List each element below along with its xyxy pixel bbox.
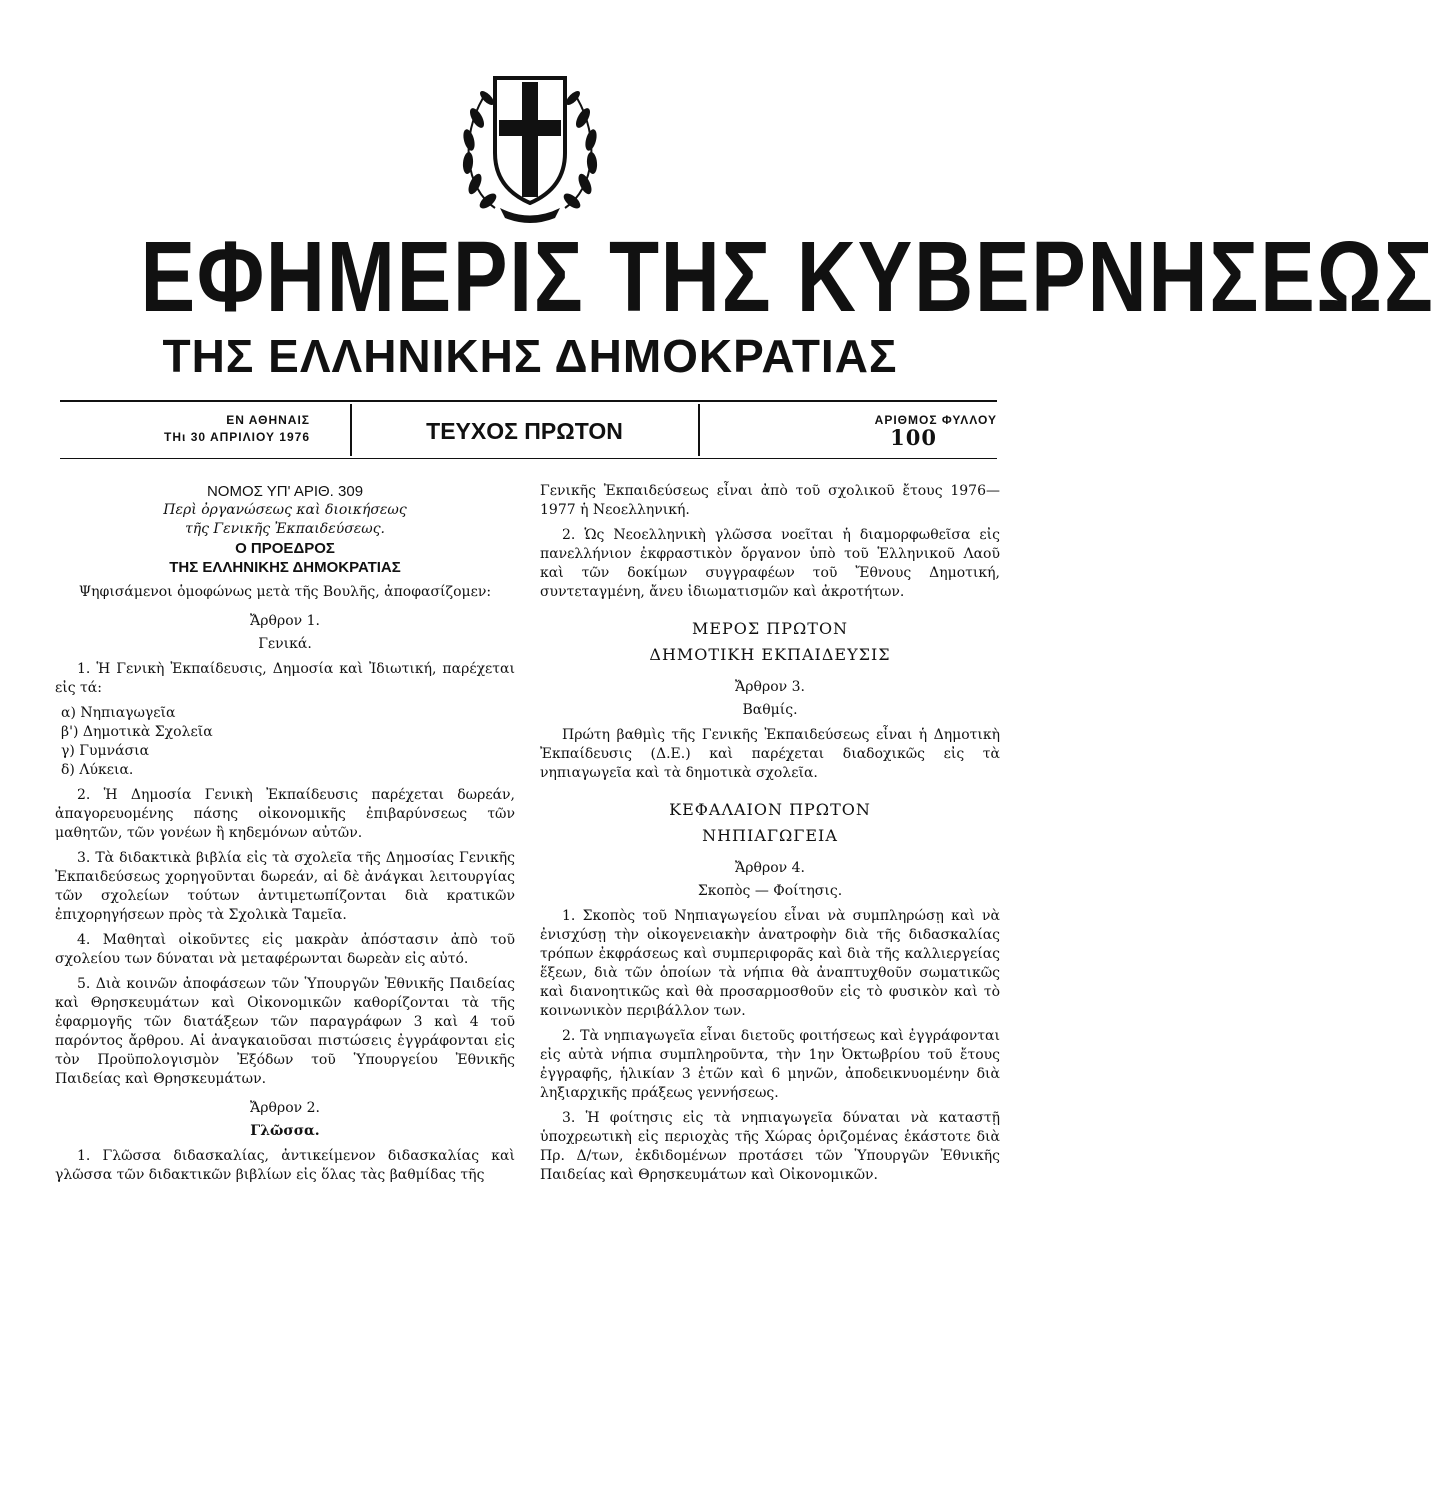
president-line1: Ο ΠΡΟΕΔΡΟΣ — [235, 540, 335, 557]
list-item: α) Νηπιαγωγεῖα — [61, 705, 176, 721]
article-1-paragraph-5: 5. Διὰ κοινῶν ἀποφάσεων τῶν Ὑπουργῶν Ἐθνικῆς Παιδείας καὶ Θρησκευμάτων καὶ Οἰκονομικῶν καθορίζονται τὰ τῆς ἐφαρμογῆς τῶν διατάξεων τῶν παραγράφων 3 καὶ 4 τοῦ παρόντος ἄρθρου. Αἱ ἀναγκαιοῦσαι πιστώσεις ἐγγράφονται εἰς τὸν Προϋπολογισμὸν Ἐξόδων τοῦ Ὑπουργείου Ἐθνικῆς Παιδείας καὶ Θρησκευμάτων. — [55, 976, 515, 1087]
law-subject-line1: Περὶ ὀργανώσεως καὶ διοικήσεως — [163, 502, 407, 518]
article-1-paragraph-4: 4. Μαθηταὶ οἰκοῦντες εἰς μακρὰν ἀπόστασιν ἀπὸ τοῦ σχολείου των δύναται νὰ μεταφέρωνται δωρεὰν εἰς αὐτό. — [55, 932, 515, 967]
right-column — [540, 482, 1000, 1191]
issue-label: ΤΕΥΧΟΣ ΠΡΩΤΟΝ — [426, 418, 623, 444]
list-item: γ) Γυμνάσια — [61, 743, 150, 759]
article-4-heading: Ἄρθρον 4. — [735, 860, 805, 876]
article-3-paragraph-1: Πρώτη βαθμὶς τῆς Γενικῆς Ἐκπαιδεύσεως εἶναι ἡ Δημοτικὴ Ἐκπαίδευσις (Δ.Ε.) καὶ παρέχεται διαδοχικῶς εἰς τὰ νηπιαγωγεῖα καὶ τὰ δημοτικὰ σχολεῖα. — [540, 727, 1000, 781]
place-line: ΕΝ ΑΘΗΝΑΙΣ — [226, 413, 310, 427]
article-1-paragraph-3: 3. Τὰ διδακτικὰ βιβλία εἰς τὰ σχολεῖα τῆς Δημοσίας Γενικῆς Ἐκπαιδεύσεως χορηγοῦνται δωρεάν, αἱ δὲ ἀνάγκαι λειτουργίας τῶν σχολείων τούτων ἀντιμετωπίζονται διὰ κρατικῶν ἐπιχορηγήσεων πρὸς τὰ Σχολικὰ Ταμεῖα. — [55, 850, 515, 923]
article-2-paragraph-1: 1. Γλῶσσα διδασκαλίας, ἀντικείμενον διδασκαλίας καὶ γλῶσσα τῶν διδακτικῶν βιβλίων εἰς ὅλας τὰς βαθμίδας τῆς — [55, 1148, 515, 1183]
date-line: ΤΗι 30 ΑΠΡΙΛΙΟΥ 1976 — [164, 430, 310, 444]
article-4-paragraph-2: 2. Τὰ νηπιαγωγεῖα εἶναι διετοῦς φοιτήσεως καὶ ἐγγράφονται εἰς αὐτὰ νήπια συμπληροῦντα, τὴν 1ην Ὀκτωβρίου τοῦ ἔτους ἐγγραφῆς, ἡλικίαν 3 ἐτῶν καὶ 6 μηνῶν, ἀποδεικνυομένην διὰ ληξιαρχικῆς πράξεως γεννήσεως. — [540, 1028, 1000, 1101]
article-4-title: Σκοπὸς — Φοίτησις. — [697, 883, 843, 899]
masthead-title: ΕΦΗΜΕΡΙΣ ΤΗΣ ΚΥΒΕΡΝΗΣΕΩΣ — [140, 221, 1435, 333]
law-subject-line2: τῆς Γενικῆς Ἐκπαιδεύσεως. — [184, 521, 385, 537]
article-1-paragraph-2: 2. Ἡ Δημοσία Γενικὴ Ἐκπαίδευσις παρέχεται δωρεάν, ἀπαγορευομένης πάσης οἰκονομικῆς ἐπιβαρύνσεως τῶν μαθητῶν, τῶν γονέων ἢ κηδεμόνων αὐτῶν. — [55, 787, 515, 841]
chapter-heading-line1: ΚΕΦΑΛΑΙΟΝ ΠΡΩΤΟΝ — [669, 800, 871, 819]
article-1-list — [55, 704, 515, 780]
sheet-label: ΑΡΙΘΜΟΣ ΦΥΛΛΟΥ — [874, 413, 997, 427]
masthead-subtitle: ΤΗΣ ΕΛΛΗΝΙΚΗΣ ΔΗΜΟΚΡΑΤΙΑΣ — [162, 330, 898, 382]
coat-of-arms-emblem — [455, 58, 605, 223]
article-2-title: Γλῶσσα. — [250, 1123, 320, 1139]
left-column — [55, 482, 515, 1191]
article-2-heading: Ἄρθρον 2. — [250, 1100, 320, 1116]
divider-bottom — [60, 458, 997, 459]
chapter-heading-line2: ΝΗΠΙΑΓΩΓΕΙΑ — [702, 826, 838, 845]
enactment-clause: Ψηφισάμενοι ὁμοφώνως μετὰ τῆς Βουλῆς, ἀποφασίζομεν: — [78, 584, 492, 600]
article-1-heading: Ἄρθρον 1. — [250, 613, 320, 629]
list-item: β') Δημοτικὰ Σχολεῖα — [61, 724, 213, 740]
article-1-title: Γενικά. — [258, 636, 312, 652]
article-3-title: Βαθμίς. — [742, 702, 798, 718]
list-item: δ) Λύκεια. — [61, 762, 134, 778]
article-4-paragraph-3: 3. Ἡ φοίτησις εἰς τὰ νηπιαγωγεῖα δύναται νὰ καταστῇ ὑποχρεωτικὴ εἰς περιοχὰς τῆς Χώρας ὁριζομένας ἑκάστοτε διὰ Πρ. Δ/των, ἐκδιδομένων προτάσει τῶν Ὑπουργῶν Ἐθνικῆς Παιδείας καὶ Θρησκευμάτων καὶ Οἰκονομικῶν. — [540, 1110, 1000, 1183]
sheet-number: 100 — [890, 425, 937, 450]
article-2-paragraph-2: 2. Ὡς Νεοελληνικὴ γλῶσσα νοεῖται ἡ διαμορφωθεῖσα εἰς πανελλήνιον ἐκφραστικὸν ὄργανον ὑπὸ τοῦ Ἑλληνικοῦ Λαοῦ καὶ τῶν δοκίμων συγγραφέων τοῦ Ἔθνους Δημοτική, συντεταγμένη, ἄνευ ἰδιωματισμῶν καὶ ἀκροτήτων. — [540, 527, 1000, 600]
law-number: ΝΟΜΟΣ ΥΠ' ΑΡΙΘ. 309 — [206, 483, 364, 500]
part-heading-line2: ΔΗΜΟΤΙΚΗ ΕΚΠΑΙΔΕΥΣΙΣ — [649, 645, 891, 664]
article-2-paragraph-1-continued: Γενικῆς Ἐκπαιδεύσεως εἶναι ἀπὸ τοῦ σχολικοῦ ἔτους 1976—1977 ἡ Νεοελληνική. — [540, 483, 1000, 518]
part-heading-line1: ΜΕΡΟΣ ΠΡΩΤΟΝ — [691, 619, 849, 638]
issue-info-bar — [60, 404, 997, 456]
article-3-heading: Ἄρθρον 3. — [735, 679, 805, 695]
article-4-paragraph-1: 1. Σκοπὸς τοῦ Νηπιαγωγείου εἶναι νὰ συμπληρώσῃ καὶ νὰ ἐνισχύσῃ τὴν οἰκογενειακὴν ἀνατροφὴν διὰ τῆς διδασκαλίας τρόπων ἐκφράσεως καὶ συμπεριφορᾶς καὶ διὰ τῆς καλλιεργείας ἕξεων, διὰ τῶν ὁποίων τὰ νήπια θὰ ἀναπτυχθοῦν σωματικῶς καὶ διανοητικῶς καὶ θὰ προσαρμοσθοῦν εἰς τὸ φυσικὸν καὶ τὸ κοινωνικὸν περιβάλλον των. — [540, 908, 1000, 1019]
article-1-paragraph-1: 1. Ἡ Γενικὴ Ἐκπαίδευσις, Δημοσία καὶ Ἰδιωτική, παρέχεται εἰς τά: — [55, 661, 515, 696]
divider-top — [60, 400, 997, 402]
issue-place-date — [60, 412, 310, 446]
president-line2: ΤΗΣ ΕΛΛΗΝΙΚΗΣ ΔΗΜΟΚΡΑΤΙΑΣ — [169, 559, 401, 576]
sheet-info — [700, 412, 997, 450]
